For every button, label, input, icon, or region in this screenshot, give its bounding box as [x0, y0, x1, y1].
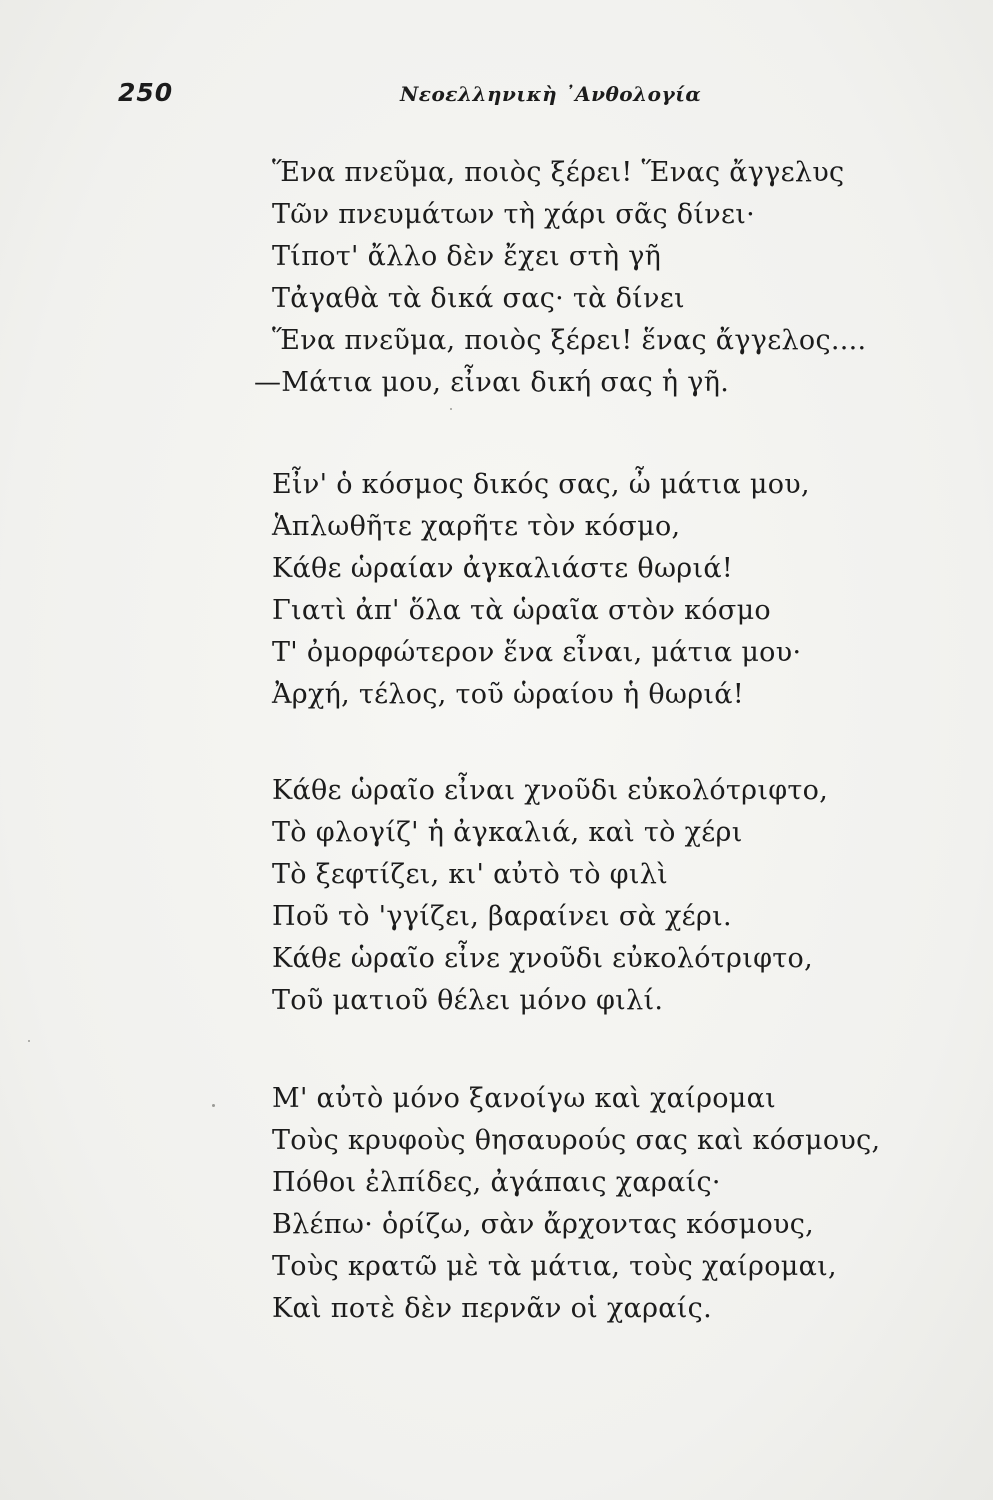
verse-line: Εἶν' ὁ κόσμος δικός σας, ὦ μάτια μου, — [272, 469, 810, 500]
verse-line: Καὶ ποτὲ δὲν περνᾶν οἱ χαραίς. — [272, 1293, 712, 1324]
paper-speck — [450, 408, 452, 410]
verse-line: Τ' ὀμορφώτερον ἕνα εἶναι, μάτια μου· — [272, 637, 802, 668]
verse-line: Τὸ φλογίζ' ἡ ἀγκαλιά, καὶ τὸ χέρι — [272, 817, 743, 848]
verse-line: Ἕνα πνεῦμα, ποιὸς ξέρει! ἕνας ἄγγελος.... — [272, 325, 867, 356]
verse-line: Τὸ ξεφτίζει, κι' αὐτὸ τὸ φιλὶ — [272, 859, 669, 890]
page-header — [118, 78, 758, 118]
stanza-2 — [272, 464, 832, 716]
stanza-1 — [254, 152, 867, 404]
verse-line: Κάθε ὡραῖο εἶνε χνοῦδι εὐκολότριφτο, — [272, 943, 813, 974]
verse-line: Βλέπω· ὁρίζω, σὰν ἄρχοντας κόσμους, — [272, 1209, 815, 1240]
verse-line: Μ' αὐτὸ μόνο ξανοίγω καὶ χαίρομαι — [272, 1083, 777, 1114]
verse-line: Τοῦ ματιοῦ θέλει μόνο φιλί. — [272, 985, 664, 1016]
running-title: Νεοελληνικὴ ᾿Ανθολογία — [400, 82, 702, 106]
paper-speck — [212, 1104, 215, 1107]
verse-line: Ἀρχή, τέλος, τοῦ ὡραίου ἡ θωριά! — [272, 679, 744, 710]
stanza-3 — [272, 770, 832, 1022]
verse-line: Κάθε ὡραίαν ἀγκαλιάστε θωριά! — [272, 553, 734, 584]
verse-line: Τοὺς κρυφοὺς θησαυρούς σας καὶ κόσμους, — [272, 1125, 881, 1156]
verse-line: Κάθε ὡραῖο εἶναι χνοῦδι εὐκολότριφτο, — [272, 775, 829, 806]
verse-line: Τἀγαθὰ τὰ δικά σας· τὰ δίνει — [272, 283, 685, 314]
stanza-4 — [272, 1078, 881, 1330]
verse-line: Τίποτ' ἄλλο δὲν ἔχει στὴ γῆ — [272, 241, 662, 272]
paper-speck — [28, 1040, 30, 1042]
verse-line: Ἕνα πνεῦμα, ποιὸς ξέρει! Ἕνας ἄγγελυς — [272, 157, 845, 188]
verse-line: Πόθοι ἐλπίδες, ἀγάπαις χαραίς· — [272, 1167, 721, 1198]
verse-line: Ποῦ τὸ 'γγίζει, βαραίνει σὰ χέρι. — [272, 901, 732, 932]
verse-line: Ἁπλωθῆτε χαρῆτε τὸν κόσμο, — [272, 511, 681, 542]
verse-line: Τοὺς κρατῶ μὲ τὰ μάτια, τοὺς χαίρομαι, — [272, 1251, 837, 1282]
page-number: 250 — [118, 78, 174, 107]
verse-line: —Μάτια μου, εἶναι δική σας ἡ γῆ. — [254, 367, 730, 398]
verse-line: Γιατὶ ἀπ' ὅλα τὰ ὡραῖα στὸν κόσμο — [272, 595, 771, 626]
verse-line: Τῶν πνευμάτων τὴ χάρι σᾶς δίνει· — [272, 199, 756, 230]
